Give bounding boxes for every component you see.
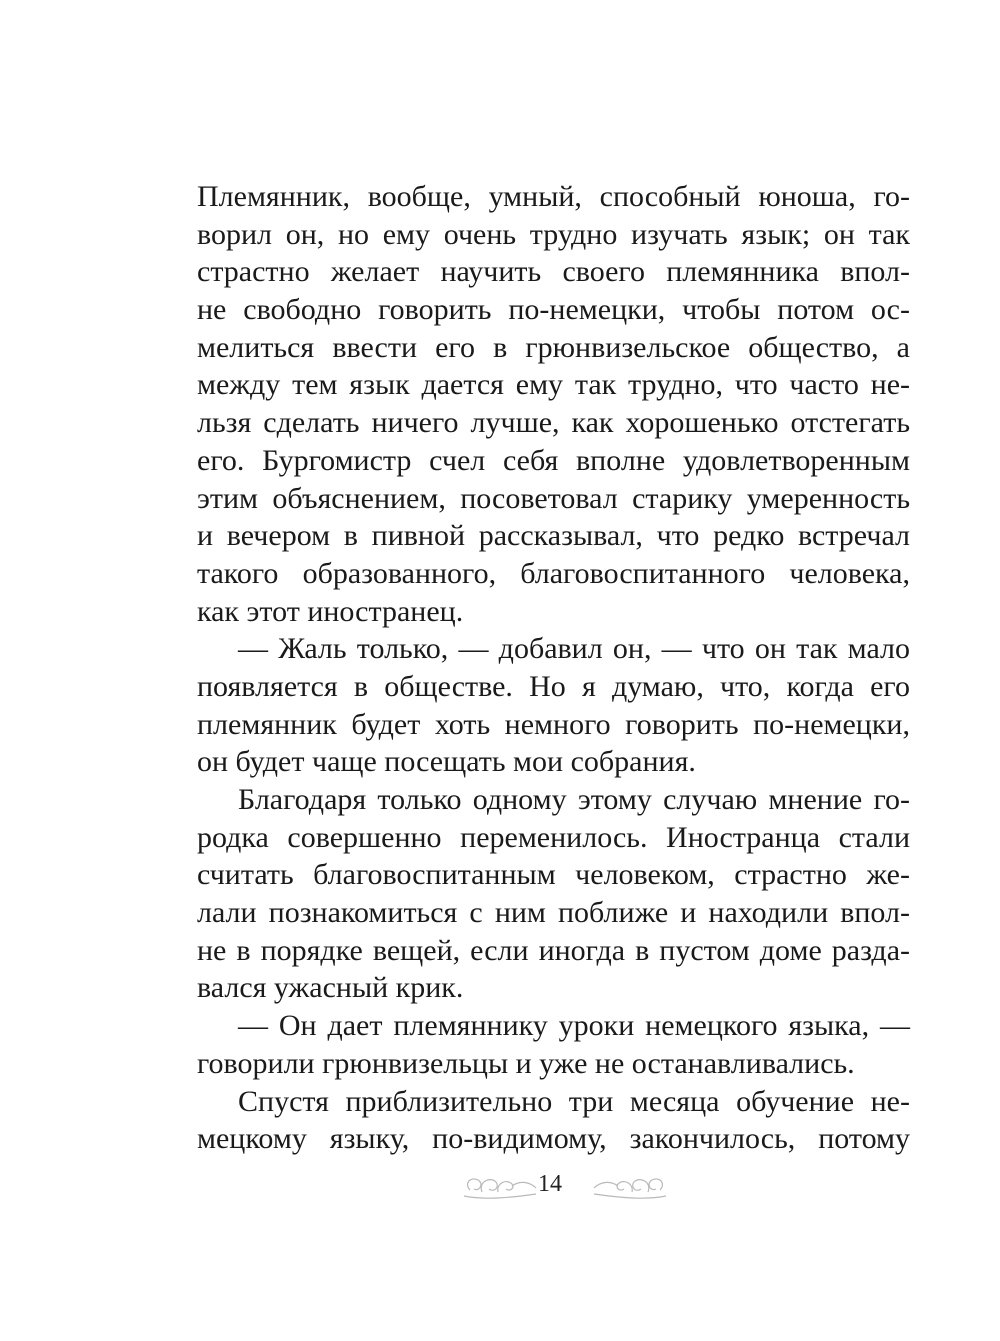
paragraph-5: [197, 1083, 910, 1158]
paragraph-2: [197, 630, 910, 781]
text-line: между тем язык дается ему так трудно, что часто не-: [197, 368, 910, 402]
text-line: такого образованного, благовоспитанного человека,: [197, 556, 910, 590]
text-line: племянник будет хоть немного говорить по-немецки,: [197, 707, 910, 741]
text-line: как этот иностранец.: [197, 594, 464, 628]
paragraph-1: [197, 178, 910, 630]
text-line: родка совершенно переменилось. Иностранца стали: [197, 820, 910, 854]
page-number: 14: [538, 1171, 562, 1197]
page-body-text: [197, 178, 910, 1158]
text-line: мецкому языку, по-видимому, закончилось, потому: [197, 1122, 910, 1156]
text-line: Благодаря только одному этому случаю мнение го-: [238, 783, 910, 816]
text-line: его. Бургомистр счел себя вполне удовлетворенным: [197, 443, 910, 477]
flourish-right-icon: [590, 1168, 670, 1204]
text-line: считать благовоспитанным человеком, страстно же-: [197, 858, 910, 892]
paragraph-3: [197, 781, 910, 1007]
text-line: мелиться ввести его в грюнвизельское общество, а: [197, 330, 910, 364]
text-line: он будет чаще посещать мои собрания.: [197, 745, 696, 779]
text-line: и вечером в пивной рассказывал, что редко встречал: [197, 519, 910, 553]
text-line: говорили грюнвизельцы и уже не останавливались.: [197, 1046, 855, 1080]
text-line: этим объяснением, посоветовал старику умеренность: [197, 481, 910, 515]
text-line: страстно желает научить своего племянника впол-: [197, 255, 910, 289]
paragraph-4: [197, 1007, 910, 1082]
text-line: появляется в обществе. Но я думаю, что, когда его: [197, 669, 910, 703]
text-line: вался ужасный крик.: [197, 971, 464, 1005]
text-line: не свободно говорить по-немецки, чтобы потом ос-: [197, 293, 910, 327]
text-line: льзя сделать ничего лучше, как хорошенько отстегать: [197, 406, 910, 440]
text-line: ворил он, но ему очень трудно изучать язык; он так: [197, 217, 910, 251]
text-line: Спустя приблизительно три месяца обучение не-: [238, 1084, 910, 1118]
text-line: — Жаль только, — добавил он, — что он так мало: [238, 632, 910, 666]
text-line: лали познакомиться с ним поближе и находили впол-: [197, 896, 910, 930]
page-footer: [0, 1168, 1000, 1208]
text-line: Племянник, вообще, умный, способный юноша, го-: [197, 180, 910, 213]
text-line: не в порядке вещей, если иногда в пустом доме разда-: [197, 933, 910, 967]
text-line: — Он дает племяннику уроки немецкого языка, —: [238, 1009, 910, 1043]
